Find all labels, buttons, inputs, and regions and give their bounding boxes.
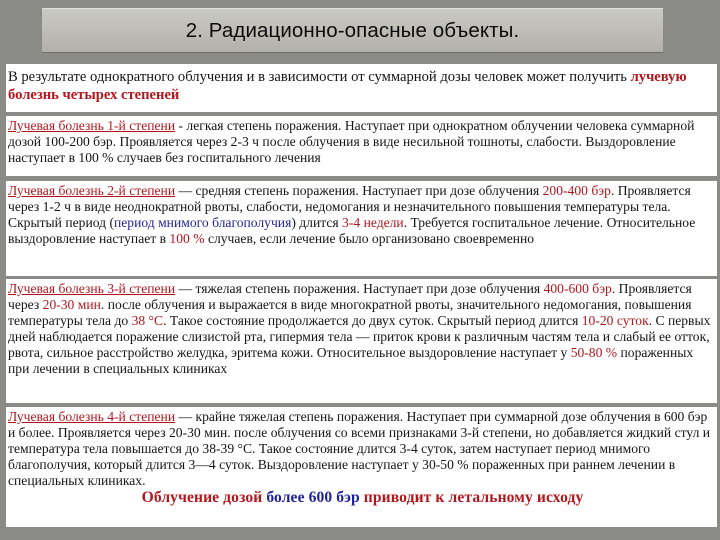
degree-1-panel	[6, 116, 717, 176]
degree-2-percent: 100 %	[169, 231, 205, 247]
conclusion-part-3: приводит к летальному исходу	[363, 489, 584, 507]
degree-3-text-3: . после облучения и выражается в виде многократной рвоты, значительного недомогания, повышения температуры тела до	[8, 297, 692, 329]
degree-2-panel	[6, 181, 717, 276]
degree-3-text-6: пораженных при лечении в специальных клиниках	[8, 345, 694, 377]
intro-highlight: лучевую болезнь четырех степеней	[8, 69, 687, 104]
degree-3-onset-time: 20-30 мин	[42, 297, 101, 313]
degree-2-text-3: ) длится	[291, 215, 343, 231]
conclusion-part-1: Облучение дозой	[141, 489, 267, 507]
degree-3-text-5: . С первых дней наблюдается поражение слизистой рта, гипермия тела — приток крови к различным частям тела и слабый ее отток, рвота, сильное расстройство желудка, эритема кожи. Относительное выздоровление наступает у	[8, 313, 711, 361]
degree-3-text-2: . Проявляется через	[8, 281, 692, 313]
intro-text: В результате однократного облучения и в зависимости от суммарной дозы человек может получить	[8, 69, 631, 85]
degree-2-text-5: случаев, если лечение было организовано своевременно	[204, 231, 535, 247]
degree-4-text: — крайне тяжелая степень поражения. Наступает при суммарной дозе облучения в 600 бэр и более. Проявляется через 20-30 мин. после облучения со всеми признаками 3-й степени, но добавляется жидкий стул и температура тела повышается до 38-39 °С. Такое состояние длится 3-4 суток, затем наступает период мнимого благополучия, который длится 3—4 суток. Выздоровление наступает у 30-50 % пораженных при раннем лечении в специальных клиниках.	[8, 409, 711, 489]
degree-2-dose: 200-400 бэр	[542, 183, 611, 198]
degree-2-text-2: . Проявляется через 1-2 ч в виде неоднократной рвоты, слабости, недомогания и незначительного повышения температуры тела. Скрытый период (	[8, 183, 691, 231]
degree-1-text: - легкая степень поражения. Наступает при однократном облучении человека суммарной дозой 100-200 бэр. Проявляется через 2-3 ч после облучения в виде несильной тошноты, слабости. Выздоровление наступает в 100 % случаев без госпитального лечения	[8, 118, 695, 166]
degree-3-term: Лучевая болезнь 3-й степени	[8, 281, 176, 296]
degree-2-latent-period: период мнимого благополучия	[113, 215, 292, 231]
degree-2-text-4: . Требуется госпитальное лечение. Относительное выздоровление наступает в	[8, 215, 696, 247]
conclusion	[8, 490, 717, 506]
degree-2-duration: 3-4 недели	[342, 215, 404, 231]
page-title: 2. Радиационно-опасные объекты.	[185, 18, 520, 42]
degree-3-text-1: — тяжелая степень поражения. Наступает при дозе облучения	[175, 281, 544, 296]
degree-3-latent-period: 10-20 суток	[581, 313, 649, 329]
degree-2-text-1: — средняя степень поражения. Наступает при дозе облучения	[175, 183, 543, 198]
intro-panel	[6, 64, 717, 112]
conclusion-part-2: более 600 бэр	[266, 489, 364, 507]
degree-4-term: Лучевая болезнь 4-й степени	[8, 409, 176, 424]
degree-3-dose: 400-600 бэр	[543, 281, 612, 296]
degree-3-percent: 50-80 %	[570, 345, 618, 361]
degree-3-temperature: 38 °С	[131, 313, 164, 329]
degree-3-text-4: . Такое состояние продолжается до двух суток. Скрытый период длится	[163, 313, 582, 329]
degree-4-panel	[6, 407, 717, 527]
degree-2-term: Лучевая болезнь 2-й степени	[8, 183, 176, 198]
degree-1-term: Лучевая болезнь 1-й степени	[8, 118, 176, 133]
title-bar	[42, 8, 663, 53]
degree-3-panel	[6, 279, 717, 403]
